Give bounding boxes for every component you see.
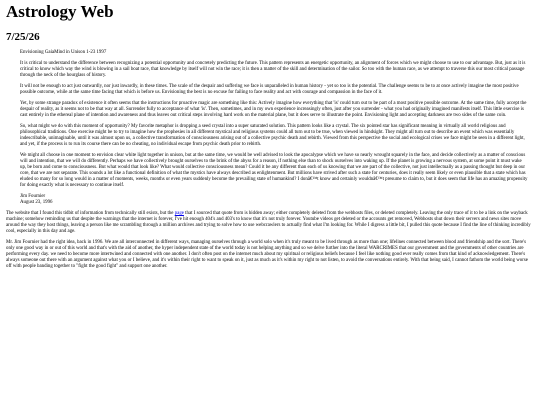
quote-paragraph: We might all choose in one moment to envision clear white light together in unison, but at the same time, we would be well advised to look the apocalypse which we have so nearly wrought squarely in the face, and decide collectively as a matter of conscious will and intention, that we will do differently. Perhaps we have collectively brought ourselves to the brink of the abyss for a reason, if nothing else than to shock ourselves into waking up. If the planet is growing a nervous system, at some point it must wake up, be born and come to consciousness. But what would that look like? What would collective consciousness mean? Could it be any different than each of us knowing that we are part of the collective, not just intellectually as a passing thought but deep in our core, that we are not separate. This sounds a lot like a functional definition of what the mystics have always described as enlightenment. But millions have strived after such a state for centuries, does it really seem likely or even plausible that a state which has eluded so many for so long would in a matter of moments, weeks, months or even years suddenly become the prevailing state of humankind? I donâ€™t know and certainly wouldnâ€™t presume to claim to, but it does seem that life has an amazing propensity for doing exactly what is necessary to continue itself.: [20, 153, 528, 188]
quote-author: Jim Fournier: [20, 194, 46, 199]
quote-heading: Envisioning GaiaMind in Unison 1-23 1997: [20, 50, 107, 55]
body-paragraph: Mr. Jim Fournier had the right idea, back in 1996. We are all interconnected in different ways, managing ourselves through a world solo when it's truly meant to be lived through as more than one; lifelines connected between blood and friendship and the sort. There's only one good way in or out of this world and that's with the aid of another, the hyper independent state of the world today is not helping anything and so we delve further into the literal WARCRIMES that our government and the governments of other countries are performing every day. we need to become more intertwined and connected with one another. I don't often post on the internet much about my spiritual or religious beliefs because I feel like nothing good ever really comes from that kind of acknowledgement. There's always someone out there with an argument against what you or I believe, and it's within their right to want to speak on it, just as much as it's within my right to not listen, to avoid the conversations entirely. With that being said, I cannot fathom the world being worse off with people banding together to "fight the good fight" and support one another.: [6, 240, 528, 269]
quote-author-date: August 23, 1996: [20, 200, 53, 205]
quote-paragraph: It will not be enough to act just outwardly, nor just inwardly, in these times. The scale of the despair and suffering we face is unparalleled in human history - yet so too is the potential. The challenge seems to be to at once actively imagine the most positive possible outcome, while at the same time facing that which is before us. Envisioning the best is no excuse for failing to face reality and act with courage and compassion in the face of it.: [20, 84, 519, 95]
blockquote: [20, 50, 528, 206]
post-body: [6, 211, 534, 270]
post-date: 7/25/26: [6, 31, 40, 43]
quote-paragraph: Yet, by some strange paradox of existence it often seems that the instructions for proactive magic are something like this: Actively imagine how everything that 'is' could turn out to be part of a most positive possible outcome. At the same time, fully accept the despair of reality, as it seems not to be that way at all. Surrender fully to acceptance of what 'is'. Then, sometimes, and in my own experience increasingly often, just after you surrender - what you had originally imagined manifests itself. This little exercise is cast entirely in the ethereal plane of intention and awareness and thus leaves out critical steps involving hard work on the material plane, but it does serve to illustrate the point. Envisioning light and accepting darkness are two sides of the same coin.: [20, 101, 527, 118]
body-text: The website that I found this tidbit of information from technically still exists, but the: [6, 211, 175, 216]
quote-signature: [20, 194, 528, 206]
body-text: that I sourced that quote from is hidden away; either completely deleted from the webhosts files, or deleted completely. Leaving the only trace of it to be a link on the wayback machine; somehow reminding us that despite the warnings that the internet is forever, I've hit enough 404's and 403's to know that it's not truly forever. Youtube videos get deleted or the accounts get removed, Webhosts shut down their servers and news sites move around the way they host things, leaving a person like me scrambling through a million archives and trying to solve how to use webcrawlers to actually find what I'm looking for. While I digress a little bit, I pulled this quote because I find the line of thinking incredibly cool, especially in this day and age.: [6, 211, 531, 234]
body-paragraph: [6, 211, 534, 235]
site-title: Astrology Web: [6, 2, 114, 21]
source-page-link[interactable]: page: [174, 211, 184, 216]
quote-paragraph: It is critical to understand the difference between recognizing a potential opportunity and concretely predicting the future. This pattern represents an energetic opportunity, an alignment of forces which we might choose to use to our advantage. But, just as it is critical to know which way the wind is blowing in a sail boat race, that knowledge by itself will not win the race; it is then a matter of the skill and determination of the sailor. So too with the human race, as we attempt to traverse this our most critical passage through the neck of the hourglass of history.: [20, 61, 526, 78]
quote-paragraph: So, what might we do with this moment of opportunity? My favorite metaphor is dropping a seed crystal into a super saturated solution. This pattern looks like a crystal. The six pointed star has significant meaning in virtually all world religious and philosophical traditions. One exercise might be to try to imagine how the prophesies in all different mystical and religious systems could all turn out to be true, when viewed in hindsight. They might all turn out to describe an event which was essentially indescribable, unimaginable, until it was almost upon us, a collective transformation of consciousness arising out of a collective psychic death and rebirth. Viewed from this perspective the social and ecological crises we face might be seen in a different light, and yet, if the process is to run its course there can be no cheating, no individual escape from psychic death prior to rebirth.: [20, 124, 525, 147]
